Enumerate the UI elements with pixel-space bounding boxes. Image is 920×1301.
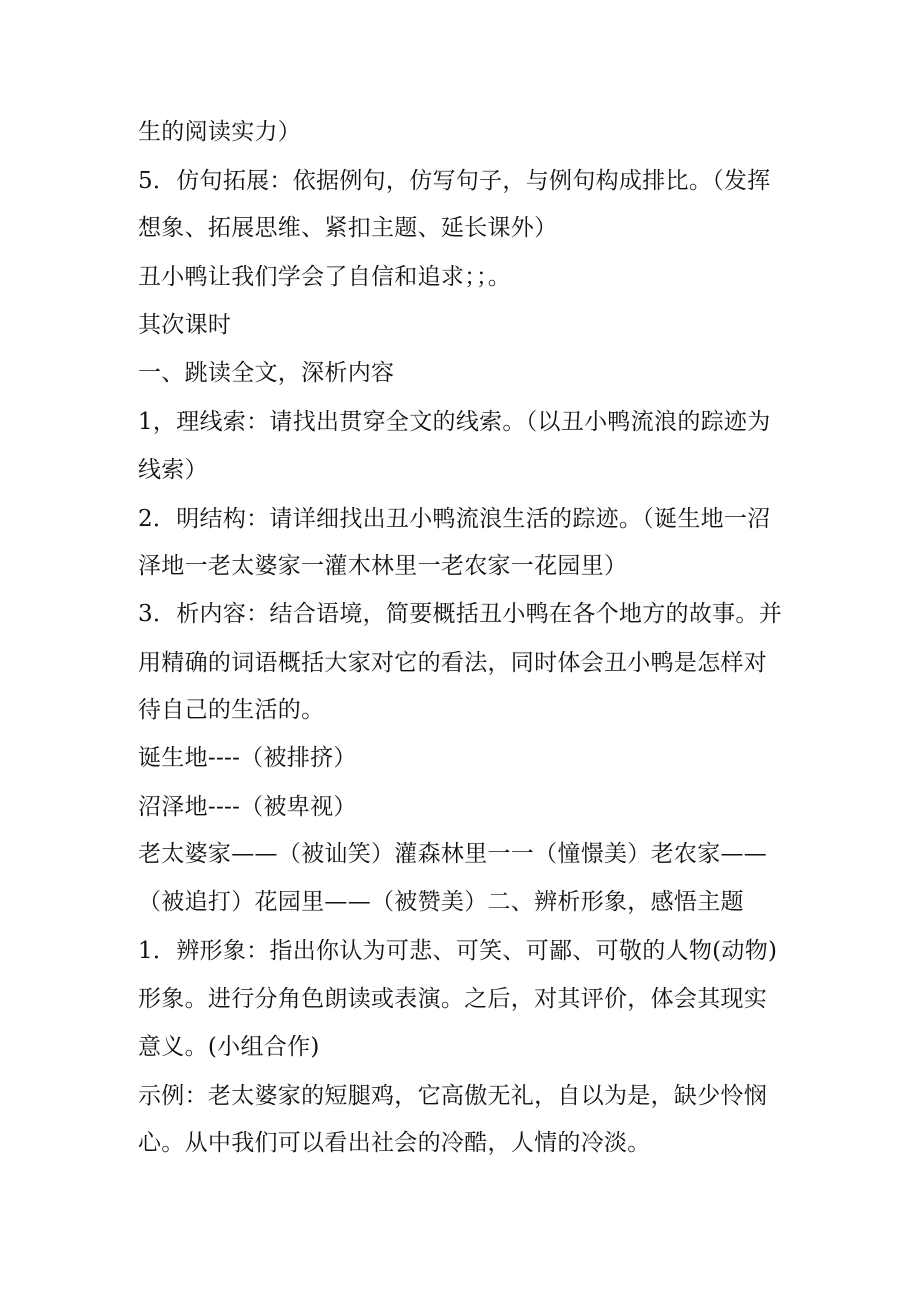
text-line-12: 用精确的词语概括大家对它的看法，同时体会丑小鸭是怎样对	[138, 650, 768, 676]
text-line-8: 线索）	[138, 457, 208, 483]
text-line-2: 5．仿句拓展：依据例句，仿写句子，与例句构成排比。（发挥	[138, 168, 771, 194]
text-line-10: 泽地一老太婆家一灌木林里一老农家一花园里）	[138, 553, 628, 579]
text-line-9: 2．明结构：请详细找出丑小鸭流浪生活的踪迹。（诞生地一沼	[138, 506, 771, 532]
text-line-22: 心。从中我们可以看出社会的冷酷，人情的冷淡。	[138, 1130, 651, 1156]
text-line-21: 示例：老太婆家的短腿鸡，它高傲无礼，自以为是，缺少怜悯	[138, 1083, 768, 1109]
text-line-20: 意义。(小组合作)	[138, 1034, 320, 1060]
text-line-16: 老太婆家——（被讪笑）灌森林里一一（憧憬美）老农家——	[138, 841, 768, 867]
text-line-19: 形象。进行分角色朗读或表演。之后，对其评价，体会其现实	[138, 986, 768, 1012]
text-line-18: 1．辨形象：指出你认为可悲、可笑、可鄙、可敬的人物(动物)	[138, 938, 778, 964]
text-line-17: （被追打）花园里——（被赞美）二、辨析形象，感悟主题	[138, 889, 744, 915]
text-line-3: 想象、拓展思维、紧扣主题、延长课外）	[138, 215, 558, 241]
section-heading: 其次课时	[138, 312, 232, 338]
text-line-14: 诞生地----（被排挤）	[138, 745, 357, 771]
text-line-13: 待自己的生活的。	[138, 697, 325, 723]
text-line-1: 生的阅读实力）	[138, 119, 302, 145]
text-line-7: 1，理线索：请找出贯穿全文的线索。（以丑小鸭流浪的踪迹为	[138, 409, 771, 435]
text-line-4: 丑小鸭让我们学会了自信和追求；；。	[138, 264, 512, 290]
text-line-11: 3．析内容：结合语境，简要概括丑小鸭在各个地方的故事。并	[138, 601, 783, 627]
text-line-15: 沼泽地----（被卑视）	[138, 794, 357, 820]
text-line-6: 一、跳读全文，深析内容	[138, 360, 395, 386]
